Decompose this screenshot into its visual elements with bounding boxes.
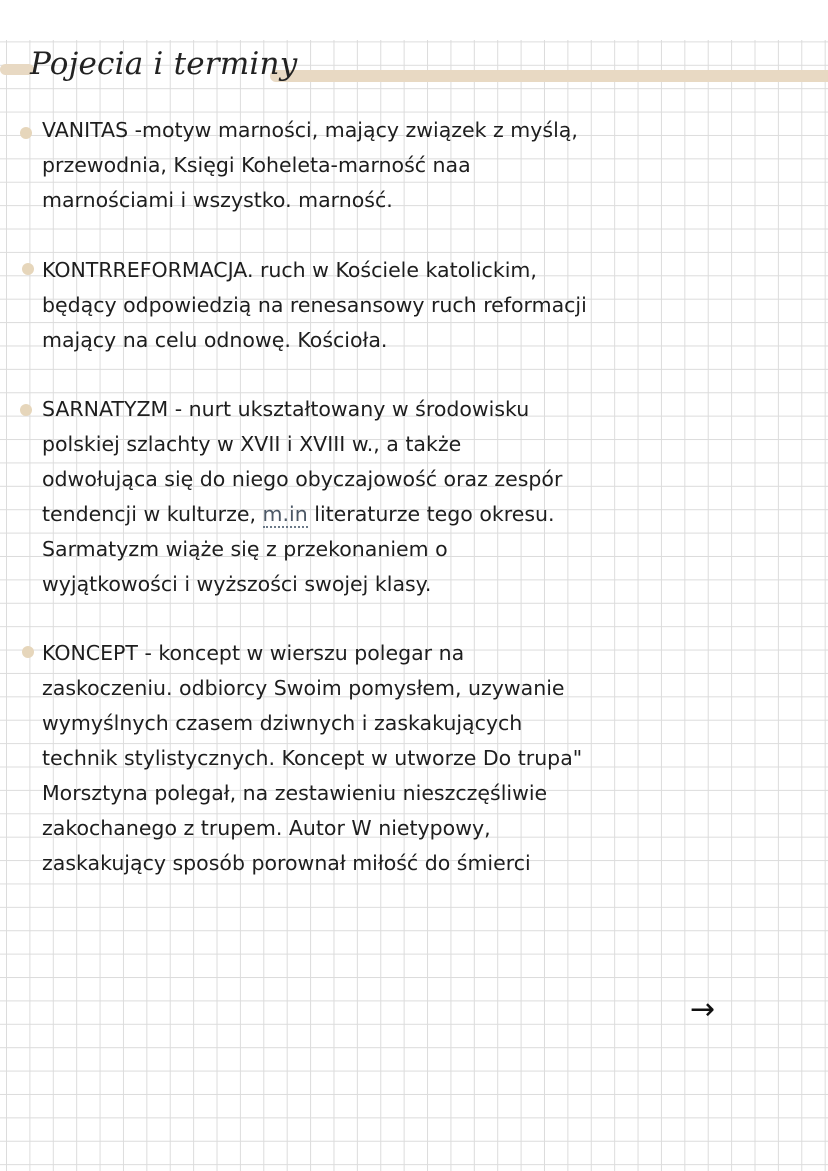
next-page-arrow-icon[interactable]: → xyxy=(690,992,716,1027)
entry-line: zaskoczeniu. odbiorcy Swoim pomysłem, uzywanie xyxy=(42,676,565,700)
entry-line: Morsztyna polegał, na zestawieniu nieszczęśliwie xyxy=(42,781,548,805)
bullet-dot-icon xyxy=(20,404,32,416)
entry-line: VANITAS -motyw marności, mający związek z myślą, xyxy=(42,118,578,142)
entry-line: zaskakujący sposób porownał miłość do śmierci xyxy=(42,851,531,875)
entry-line: Sarmatyzm wiąże się z przekonaniem o xyxy=(42,537,448,561)
entry-line: odwołująca się do niego obyczajowość oraz zespór xyxy=(42,467,563,491)
entry-line: KONCEPT - koncept w wierszu polegar na xyxy=(42,641,465,665)
spellcheck-underlined-word: m.in xyxy=(262,502,308,526)
entry-line-part: literaturze tego okresu. xyxy=(314,502,555,526)
page-top-margin xyxy=(0,0,828,40)
bullet-dot-icon xyxy=(22,263,34,275)
entry-line: będący odpowiedzią na renesansowy ruch reformacji xyxy=(42,293,587,317)
entry-line: technik stylistycznych. Koncept w utworze Do trupa" xyxy=(42,746,583,770)
title-highlight-left xyxy=(0,64,34,75)
entry-line: marnościami i wszystko. marność. xyxy=(42,188,393,212)
bullet-dot-icon xyxy=(22,646,34,658)
entry-line: KONTRREFORMACJA. ruch w Kościele katolickim, xyxy=(42,258,537,282)
entry-line: zakochanego z trupem. Autor W nietypowy, xyxy=(42,816,491,840)
entry-line: przewodnia, Księgi Koheleta-marność naa xyxy=(42,153,471,177)
entry-line: SARNATYZM - nurt ukształtowany w środowisku xyxy=(42,397,530,421)
entry-line: wymyślnych czasem dziwnych i zaskakujących xyxy=(42,711,523,735)
entry-line-part: tendencji w kulturze, xyxy=(42,502,256,526)
bullet-dot-icon xyxy=(20,127,32,139)
page-title: Pojecia i terminy xyxy=(30,46,298,82)
entry-line: mający na celu odnowę. Kościoła. xyxy=(42,328,388,352)
entry-line xyxy=(42,497,555,532)
title-highlight-right xyxy=(270,70,828,82)
entry-line: polskiej szlachty w XVII i XVIII w., a także xyxy=(42,432,462,456)
entry-line: wyjątkowości i wyższości swojej klasy. xyxy=(42,572,432,596)
